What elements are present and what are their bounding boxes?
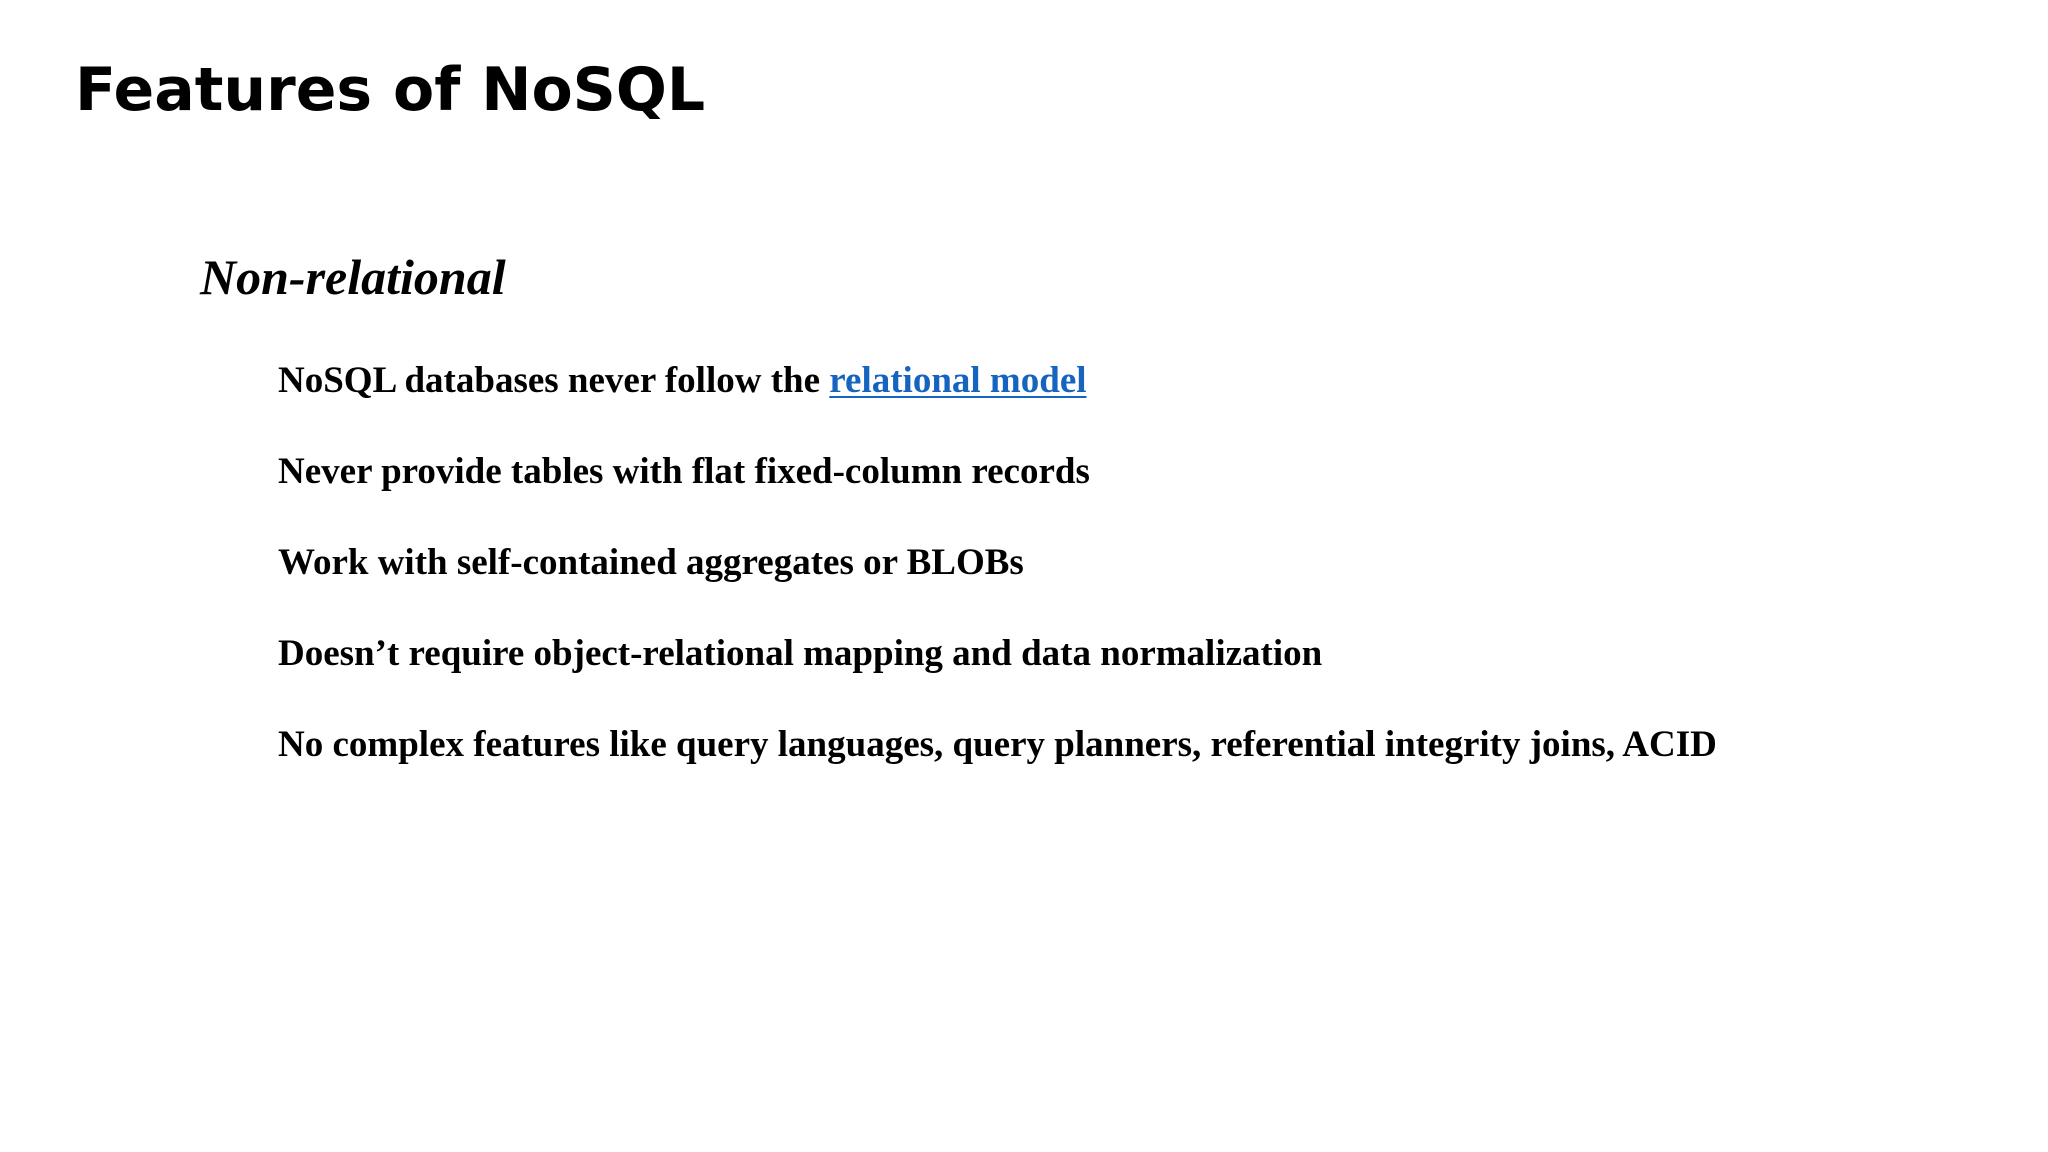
- slide-title: Features of NoSQL: [75, 55, 706, 125]
- bullet-item: [278, 444, 1717, 500]
- section-heading: Non-relational: [200, 249, 506, 305]
- bullet-text: Never provide tables with flat fixed-column records: [278, 451, 1090, 492]
- bullet-item: [278, 535, 1717, 591]
- bullet-text: Work with self-contained aggregates or BLOBs: [278, 542, 1024, 583]
- bullet-text: No complex features like query languages, query planners, referential integrity joins, ACID: [278, 724, 1717, 765]
- bullet-text: NoSQL databases never follow the: [278, 360, 830, 401]
- bullet-item: [278, 626, 1717, 682]
- bullet-item: [278, 717, 1717, 773]
- bullet-item: [278, 353, 1717, 409]
- bullet-text: Doesn’t require object-relational mapping and data normalization: [278, 633, 1323, 674]
- relational-model-link[interactable]: relational model: [829, 360, 1087, 401]
- bullet-list: [278, 353, 1717, 808]
